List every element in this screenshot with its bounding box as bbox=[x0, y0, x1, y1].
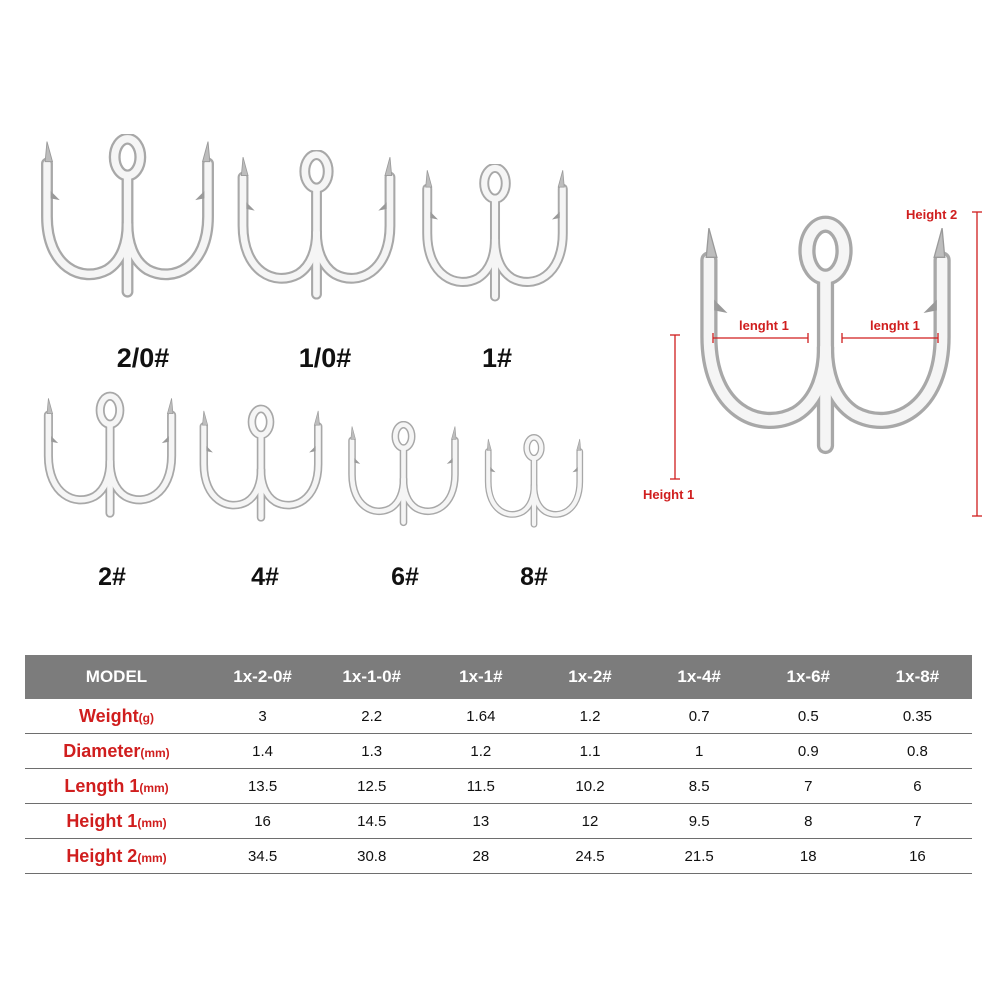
model-column-header: 1x-8# bbox=[895, 667, 940, 686]
table-cell: 21.5 bbox=[645, 839, 754, 874]
table-cell: 0.8 bbox=[863, 734, 972, 769]
table-row bbox=[25, 839, 972, 874]
hook-label-6: 6# bbox=[391, 563, 419, 591]
table-cell: 7 bbox=[754, 769, 863, 804]
length-1-left-label: lenght 1 bbox=[739, 318, 789, 333]
hook-label-8: 8# bbox=[520, 563, 548, 591]
hook-6-icon bbox=[345, 421, 462, 550]
hook-1-0-icon bbox=[233, 150, 400, 333]
table-header-row bbox=[25, 655, 972, 699]
model-header: MODEL bbox=[85, 667, 148, 686]
table-cell: 16 bbox=[208, 804, 317, 839]
table-cell: 24.5 bbox=[535, 839, 644, 874]
table-cell: 1.4 bbox=[208, 734, 317, 769]
row-label-unit: (mm) bbox=[137, 850, 167, 865]
height-2-label: Height 2 bbox=[906, 207, 958, 222]
hook-2-0-icon bbox=[36, 134, 219, 334]
row-label-text: Height 2 bbox=[66, 845, 138, 866]
table-cell: 8.5 bbox=[645, 769, 754, 804]
hook-label-2-0: 2/0# bbox=[116, 343, 170, 373]
table-cell: 9.5 bbox=[645, 804, 754, 839]
model-column-header: 1x-4# bbox=[677, 667, 721, 686]
table-cell: 1.2 bbox=[535, 699, 644, 734]
model-column-header: 1x-1# bbox=[459, 667, 503, 686]
table-cell: 16 bbox=[863, 839, 972, 874]
table-cell: 0.7 bbox=[645, 699, 754, 734]
hook-label-4: 4# bbox=[251, 563, 279, 591]
row-label bbox=[25, 769, 208, 804]
row-label-unit: (mm) bbox=[140, 745, 170, 760]
table-cell: 13.5 bbox=[208, 769, 317, 804]
hook-4-icon bbox=[196, 404, 326, 549]
model-column-header: 1x-6# bbox=[786, 667, 831, 686]
row-label bbox=[25, 734, 208, 769]
row-label-unit: (mm) bbox=[137, 815, 167, 830]
table-cell: 0.9 bbox=[754, 734, 863, 769]
row-label bbox=[25, 804, 208, 839]
table-cell: 12 bbox=[535, 804, 644, 839]
table-cell: 3 bbox=[208, 699, 317, 734]
table-cell: 13 bbox=[426, 804, 535, 839]
row-label-unit: (mm) bbox=[139, 780, 169, 795]
table-cell: 28 bbox=[426, 839, 535, 874]
table-row bbox=[25, 699, 972, 734]
dimension-diagram-hook-icon bbox=[693, 212, 958, 512]
spec-table bbox=[25, 655, 972, 874]
table-cell: 18 bbox=[754, 839, 863, 874]
hook-1-icon bbox=[418, 164, 572, 332]
hook-label-1-0: 1/0# bbox=[298, 343, 352, 373]
table-cell: 11.5 bbox=[426, 769, 535, 804]
row-label-unit: (g) bbox=[138, 710, 154, 725]
table-row bbox=[25, 734, 972, 769]
table-cell: 1.64 bbox=[426, 699, 535, 734]
hook-8-icon bbox=[482, 433, 586, 550]
row-label-text: Height 1 bbox=[66, 810, 138, 831]
table-cell: 8 bbox=[754, 804, 863, 839]
table-cell: 1.2 bbox=[426, 734, 535, 769]
table-row bbox=[25, 769, 972, 804]
table-cell: 6 bbox=[863, 769, 972, 804]
row-label bbox=[25, 699, 208, 734]
table-cell: 0.5 bbox=[754, 699, 863, 734]
hook-2-icon bbox=[40, 390, 180, 548]
table-cell: 1.1 bbox=[535, 734, 644, 769]
table-cell: 10.2 bbox=[535, 769, 644, 804]
row-label-text: Length 1 bbox=[64, 775, 140, 796]
model-column-header: 1x-1-0# bbox=[342, 667, 402, 686]
model-column-header: 1x-2# bbox=[568, 667, 612, 686]
table-cell: 14.5 bbox=[317, 804, 426, 839]
length-1-right-label: lenght 1 bbox=[870, 318, 920, 333]
model-column-header: 1x-2-0# bbox=[233, 667, 292, 686]
row-label bbox=[25, 839, 208, 874]
hook-label-2: 2# bbox=[98, 563, 126, 591]
table-cell: 0.35 bbox=[863, 699, 972, 734]
table-cell: 1 bbox=[645, 734, 754, 769]
table-cell: 34.5 bbox=[208, 839, 317, 874]
row-label-text: Weight bbox=[79, 705, 139, 726]
table-cell: 7 bbox=[863, 804, 972, 839]
table-cell: 30.8 bbox=[317, 839, 426, 874]
table-cell: 12.5 bbox=[317, 769, 426, 804]
table-cell: 2.2 bbox=[317, 699, 426, 734]
table-cell: 1.3 bbox=[317, 734, 426, 769]
row-label-text: Diameter bbox=[63, 740, 141, 761]
table-row bbox=[25, 804, 972, 839]
hook-label-1: 1# bbox=[481, 343, 513, 373]
height-1-label: Height 1 bbox=[643, 487, 695, 502]
